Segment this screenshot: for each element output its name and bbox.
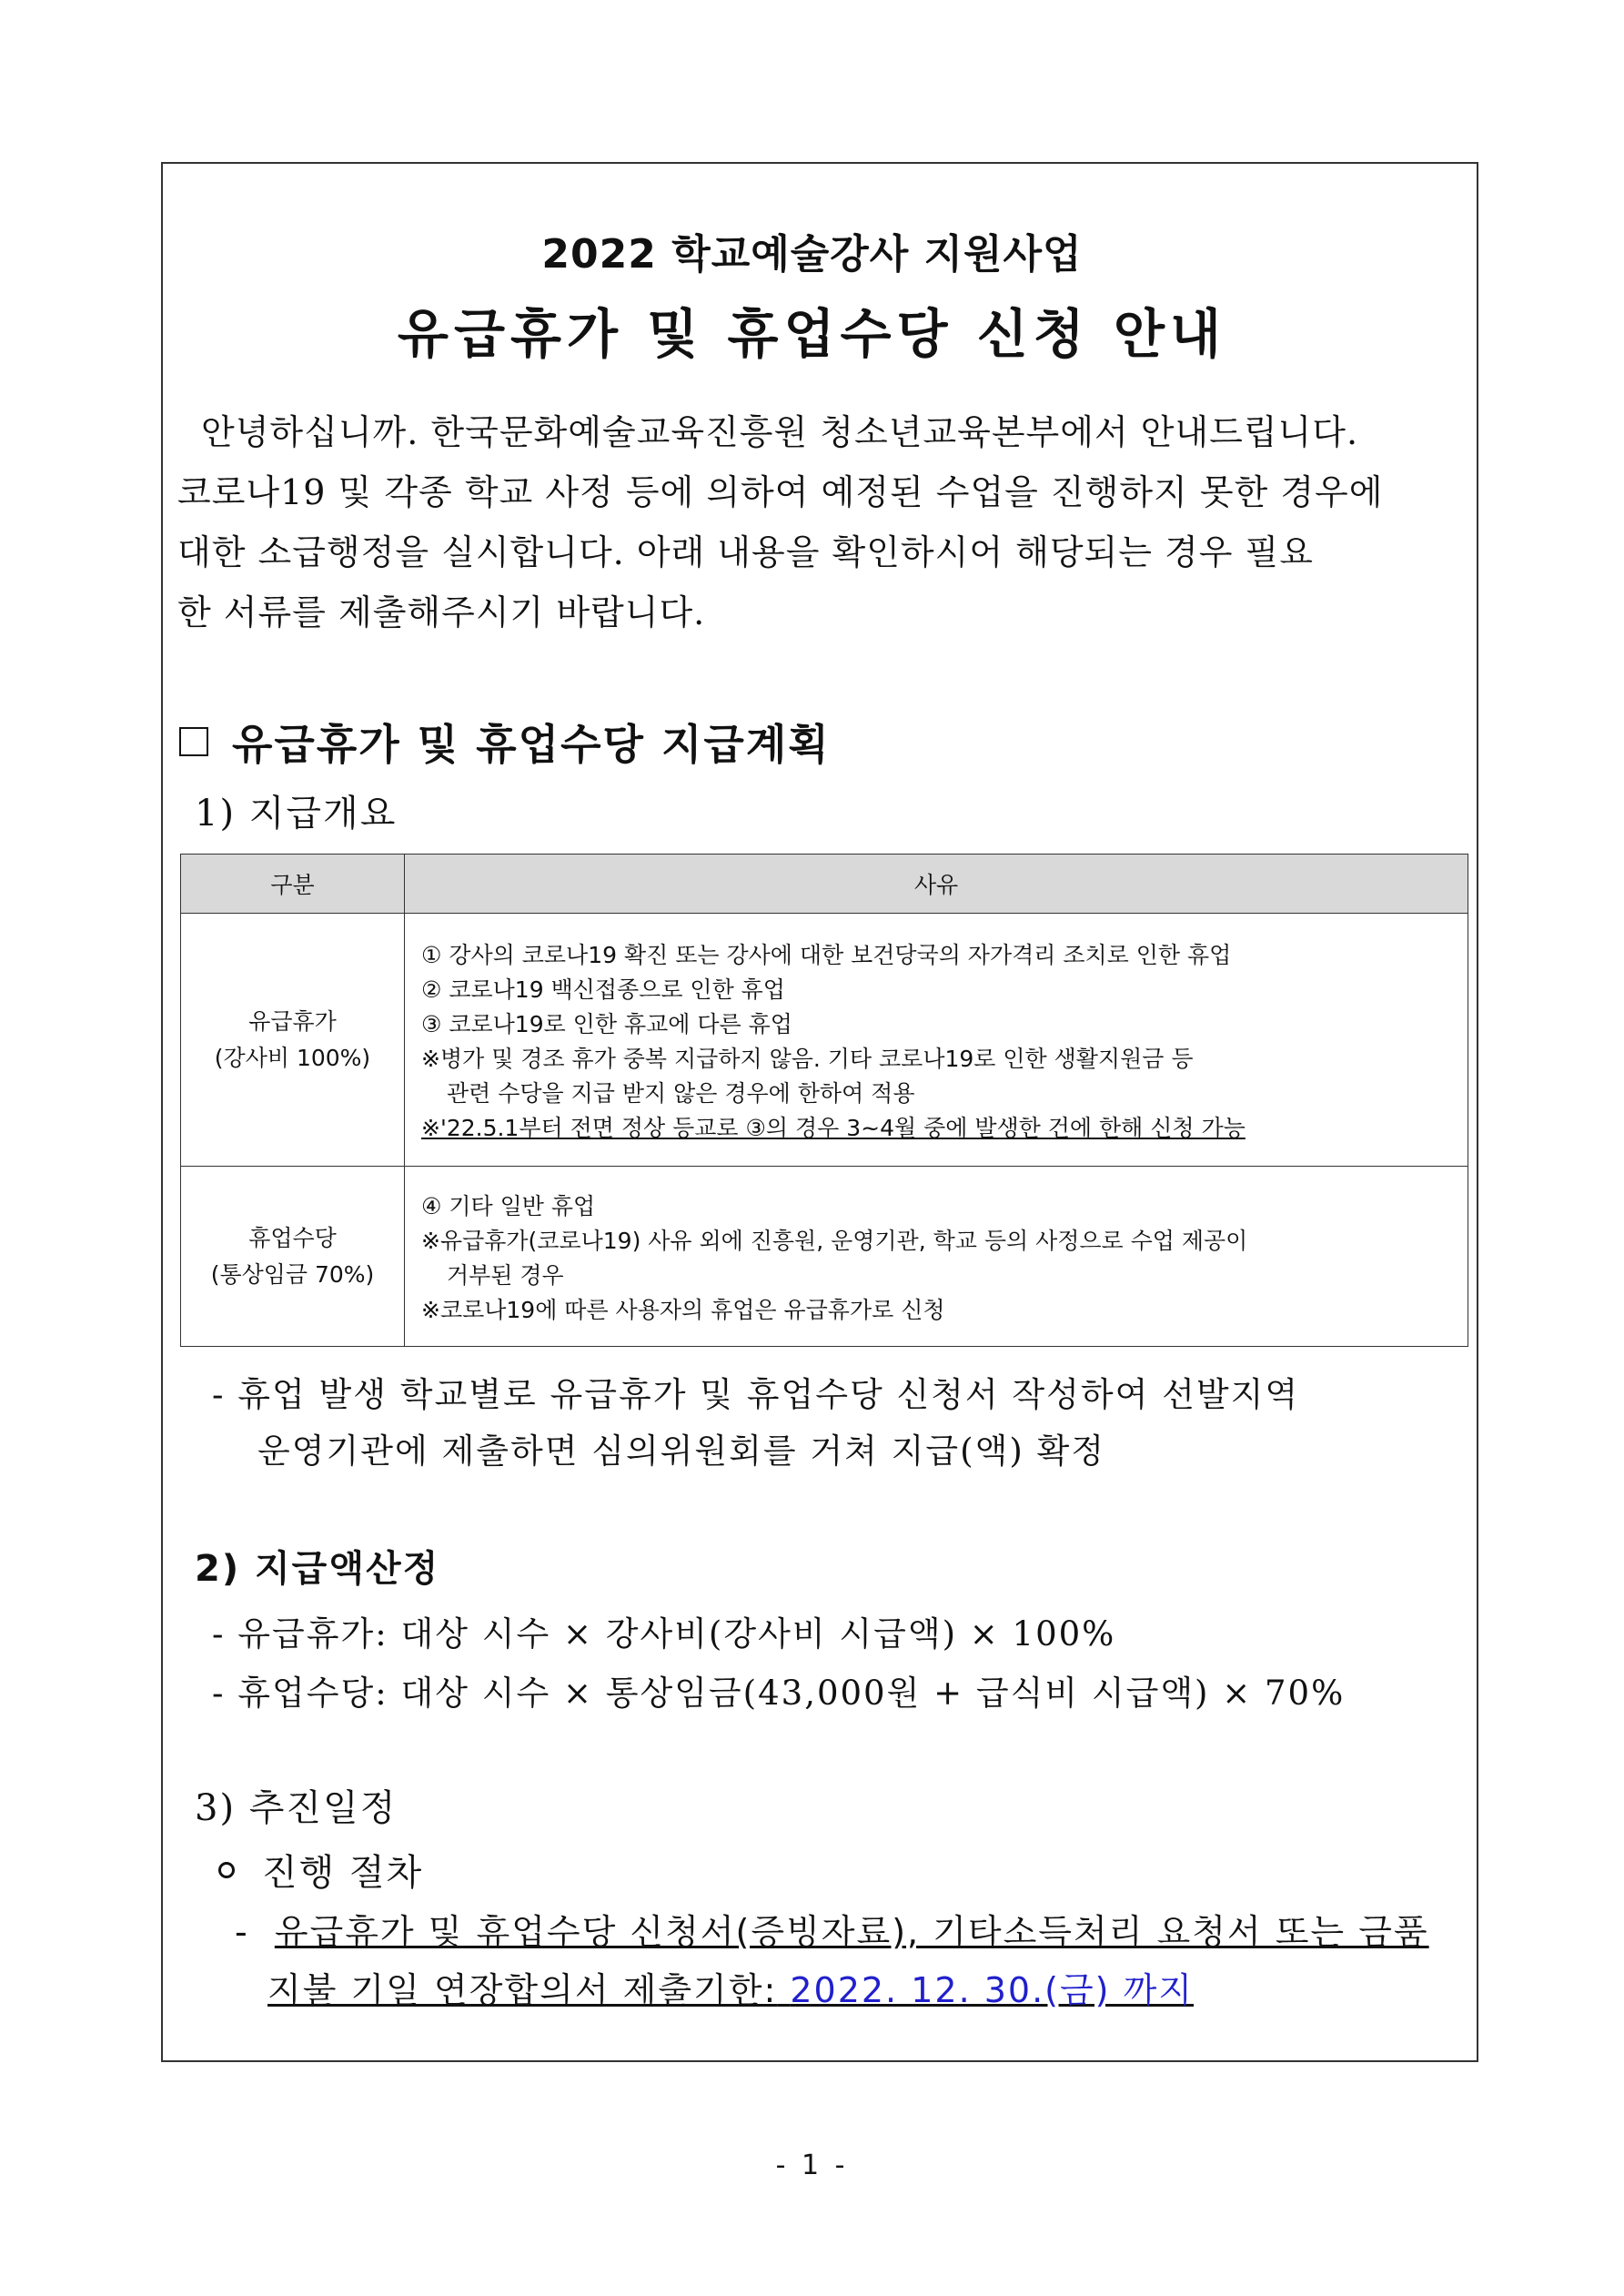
category-name: 유급휴가: [248, 1007, 337, 1035]
table-row: [181, 914, 1468, 1167]
reason-line: ③ 코로나19로 인한 휴교에 다른 휴업: [421, 1010, 792, 1037]
overview-table: [180, 854, 1468, 1347]
reason-note: ※병가 및 경조 휴가 중복 지급하지 않음. 기타 코로나19로 인한 생활지원금 등: [421, 1045, 1194, 1072]
intro-line: 코로나19 및 각종 학교 사정 등에 의하여 예정된 수업을 진행하지 못한 경우에: [177, 472, 1384, 512]
intro-line: 안녕하십니까. 한국문화예술교육진흥원 청소년교육본부에서 안내드립니다.: [201, 412, 1359, 452]
calculation-heading: 2) 지급액산정: [195, 1548, 440, 1590]
process-line: [267, 1962, 1194, 2012]
document-title: 유급휴가 및 휴업수당 신청 안내: [397, 303, 1227, 365]
reason-note: ※코로나19에 따른 사용자의 휴업은 유급휴가로 신청: [421, 1296, 945, 1323]
schedule-bullet-text: 진행 절차: [262, 1852, 424, 1894]
process-text: 지불 기일 연장합의서 제출기한:: [267, 1970, 778, 2010]
section-heading: [179, 712, 831, 772]
table-row: [181, 1167, 1468, 1347]
dash: -: [235, 1912, 249, 1952]
calculation-line: - 유급휴가: 대상 시수 × 강사비(강사비 시급액) × 100%: [212, 1614, 1116, 1654]
reason-line: ① 강사의 코로나19 확진 또는 강사에 대한 보건당국의 자가격리 조치로 인한 휴업: [421, 941, 1232, 968]
category-name: 휴업수당: [248, 1224, 337, 1251]
reason-note: 관련 수당을 지급 받지 않은 경우에 한하여 적용: [447, 1079, 915, 1107]
reason-note: 거부된 경우: [447, 1261, 564, 1289]
overview-note: 운영기관에 제출하면 심의위원회를 거쳐 지급(액) 확정: [257, 1431, 1105, 1471]
checkbox-square-icon: [179, 727, 208, 756]
intro-paragraph: [177, 402, 1465, 642]
overview-note: - 휴업 발생 학교별로 유급휴가 및 휴업수당 신청서 작성하여 선발지역: [212, 1375, 1300, 1414]
table-header-category: 구분: [181, 855, 405, 914]
reason-line: ④ 기타 일반 휴업: [421, 1192, 596, 1219]
deadline-date: 2022. 12. 30.(금) 까지: [790, 1970, 1195, 2010]
process-line: [235, 1904, 1429, 1954]
table-cell-reasons: [405, 914, 1468, 1167]
table-cell-category: [181, 914, 405, 1167]
schedule-heading: 3) 추진일정: [195, 1787, 398, 1829]
overview-heading: 1) 지급개요: [195, 793, 398, 834]
program-title: 2022 학교예술강사 지원사업: [541, 231, 1083, 278]
intro-line: 한 서류를 제출해주시기 바랍니다.: [177, 592, 706, 632]
page-number: - 1 -: [775, 2149, 849, 2181]
schedule-bullet: [218, 1844, 423, 1896]
table-cell-reasons: [405, 1167, 1468, 1347]
reason-note: ※유급휴가(코로나19) 사유 외에 진흥원, 운영기관, 학교 등의 사정으로 수업 제공이: [421, 1227, 1248, 1254]
category-rate: (통상임금 70%): [210, 1260, 375, 1288]
process-text: 유급휴가 및 휴업수당 신청서(증빙자료), 기타소득처리 요청서 또는 금품: [274, 1912, 1429, 1952]
intro-line: 대한 소급행정을 실시합니다. 아래 내용을 확인하시어 해당되는 경우 필요: [177, 532, 1314, 572]
table-header-reason: 사유: [405, 855, 1468, 914]
table-header-row: [181, 855, 1468, 914]
reason-line: ② 코로나19 백신접종으로 인한 휴업: [421, 976, 785, 1003]
reason-note-underlined: ※'22.5.1부터 전면 정상 등교로 ③의 경우 3~4월 중에 발생한 건에 한해 신청 가능: [421, 1114, 1246, 1141]
table-cell-category: [181, 1167, 405, 1347]
calculation-line: - 휴업수당: 대상 시수 × 통상임금(43,000원 + 급식비 시급액) × 70%: [212, 1674, 1346, 1713]
section-heading-text: 유급휴가 및 휴업수당 지급계획: [232, 720, 831, 769]
circle-bullet-icon: [218, 1862, 235, 1878]
category-rate: (강사비 100%): [214, 1044, 371, 1071]
